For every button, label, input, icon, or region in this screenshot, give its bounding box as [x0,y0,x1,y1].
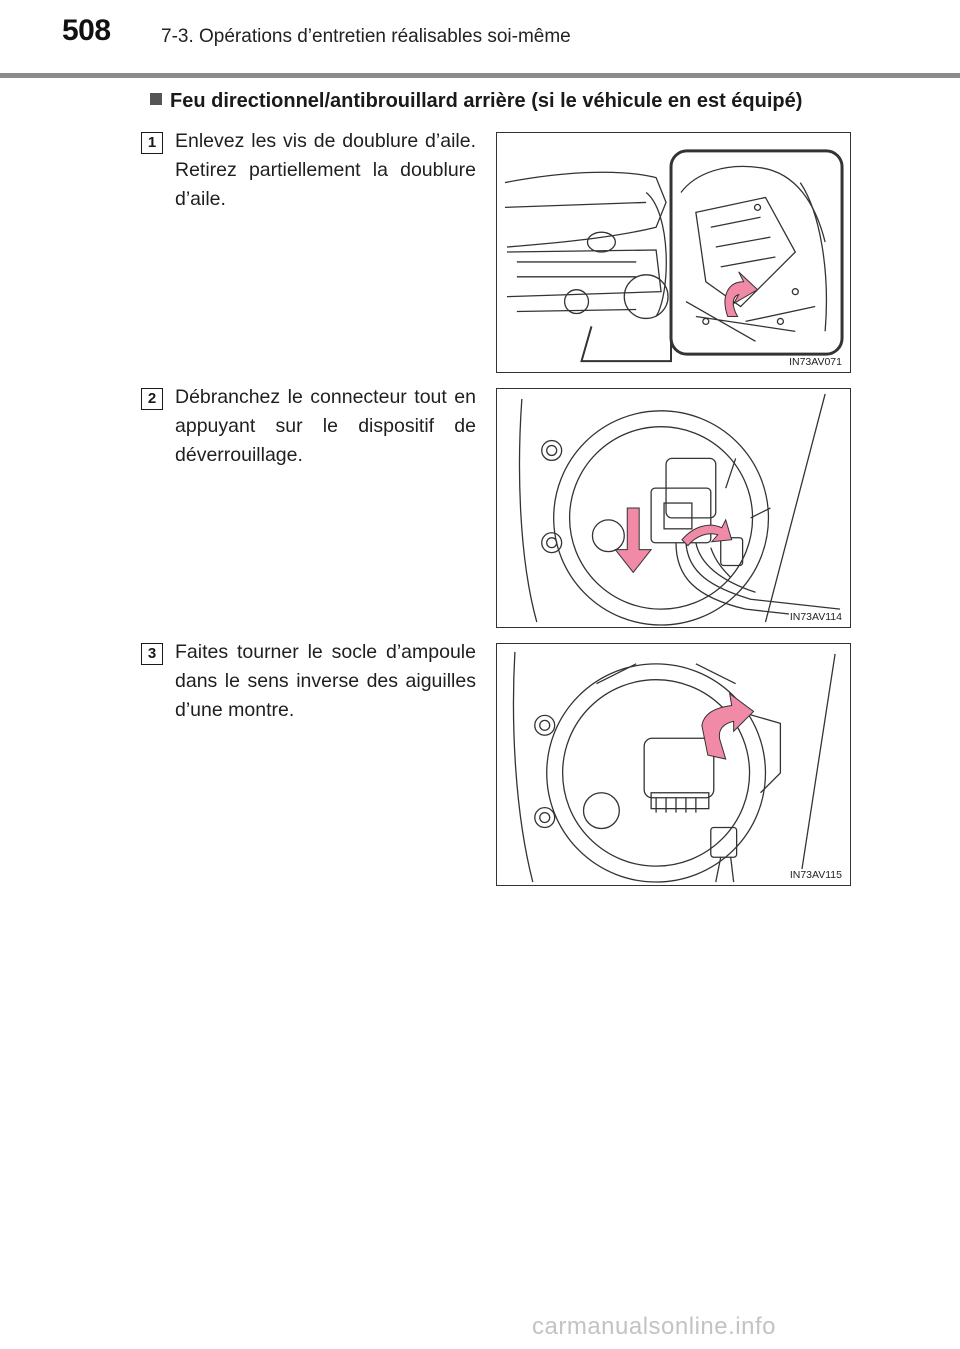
figure-code: IN73AV071 [789,356,842,368]
bulb-socket-illustration [497,644,850,885]
figure-code: IN73AV114 [789,611,842,623]
step-number-badge: 2 [141,388,163,410]
fender-liner-illustration [497,133,850,372]
header-rule [0,73,960,78]
step-instruction: Débranchez le connecteur tout en appuyant sur le dispositif de déverrouillage. [175,386,476,466]
watermark: carmanualsonline.info [532,1313,776,1340]
running-header: 7-3. Opérations d’entretien réalisables soi-même [161,26,571,47]
step-instruction: Faites tourner le socle d’ampoule dans le sens inverse des aiguilles d’une montre. [175,641,476,721]
figure-connector [496,388,851,628]
step-instruction: Enlevez les vis de doublure d’aile. Retirez partiellement la doublure d’aile. [175,130,476,210]
section-marker-icon [150,93,162,105]
step-number-badge: 3 [141,643,163,665]
figure-code: IN73AV115 [789,869,842,881]
connector-illustration [497,389,850,627]
figure-fender-liner [496,132,851,373]
step-number-badge: 1 [141,132,163,154]
section-title [150,90,802,113]
page-number: 508 [62,14,111,47]
section-title-text: Feu directionnel/antibrouillard arrière (si le véhicule en est équipé) [170,90,803,112]
figure-bulb-socket [496,643,851,886]
